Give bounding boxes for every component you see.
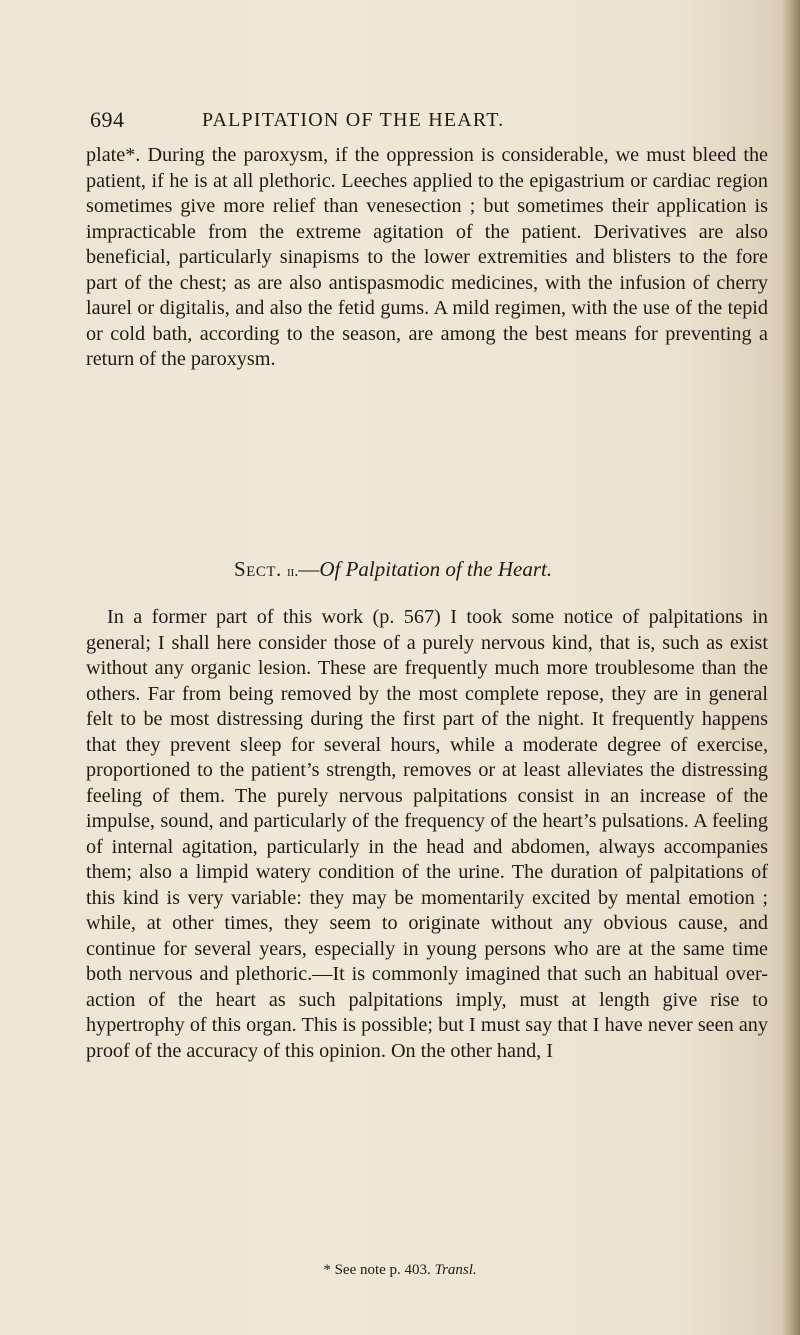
- page-edge-shadow: [782, 0, 800, 1335]
- footnote: [0, 1262, 800, 1279]
- section-dash: —: [298, 557, 320, 581]
- page-number: 694: [90, 107, 125, 132]
- paragraph-2: In a former part of this work (p. 567) I took some notice of palpitations in general; I shall here consider those of a purely nervous kind, that is, such as exist without any organic lesion. These are frequently much more troublesome than the others. Far from being removed by the most complete repose, they are in general felt to be most distressing during the first part of the night. It frequently happens that they prevent sleep for several hours, while a moderate degree of exercise, proportioned to the patient’s strength, removes or at least alleviates the distressing feeling of them. The purely nervous palpitations consist in an increase of the impulse, sound, and particularly of the frequency of the heart’s pulsations. A feeling of internal agitation, particularly in the head and abdomen, always accompanies them; also a limpid watery condition of the urine. The duration of palpitations of this kind is very variable: they may be momentarily excited by mental emotion ; while, at other times, they seem to originate without any obvious cause, and continue for several years, especially in young persons who are at the same time both nervous and plethoric.—It is commonly imagined that such an habitual over-action of the heart as such palpitations imply, must at length give rise to hypertrophy of this organ. This is possible; but I must say that I have never seen any proof of the accuracy of this opinion. On the other hand, I: [86, 606, 768, 1062]
- section-numeral: ii.: [287, 563, 299, 580]
- paragraph-1: plate*. During the paroxysm, if the oppression is considerable, we must bleed the patient, if he is at all plethoric. Leeches applied to the epigastrium or cardiac region sometimes give more relief than venesection ; but sometimes their application is impracticable from the extreme agitation of the patient. Derivatives are also beneficial, particularly sinapisms to the lower extremities and blisters to the fore part of the chest; as are also antispasmodic medicines, with the infusion of cherry laurel or digitalis, and also the fetid gums. A mild regimen, with the use of the tepid or cold bath, according to the season, are among the best means for preventing a return of the paroxysm.: [86, 144, 768, 370]
- section-heading: [86, 557, 768, 582]
- footnote-text: See note p. 403.: [334, 1262, 431, 1278]
- section-label: Sect.: [234, 557, 282, 581]
- footnote-translator: Transl.: [434, 1262, 477, 1278]
- running-head: PALPITATION OF THE HEART.: [202, 109, 505, 131]
- section-title: Of Palpitation of the Heart.: [319, 557, 553, 581]
- footnote-mark: *: [323, 1262, 331, 1278]
